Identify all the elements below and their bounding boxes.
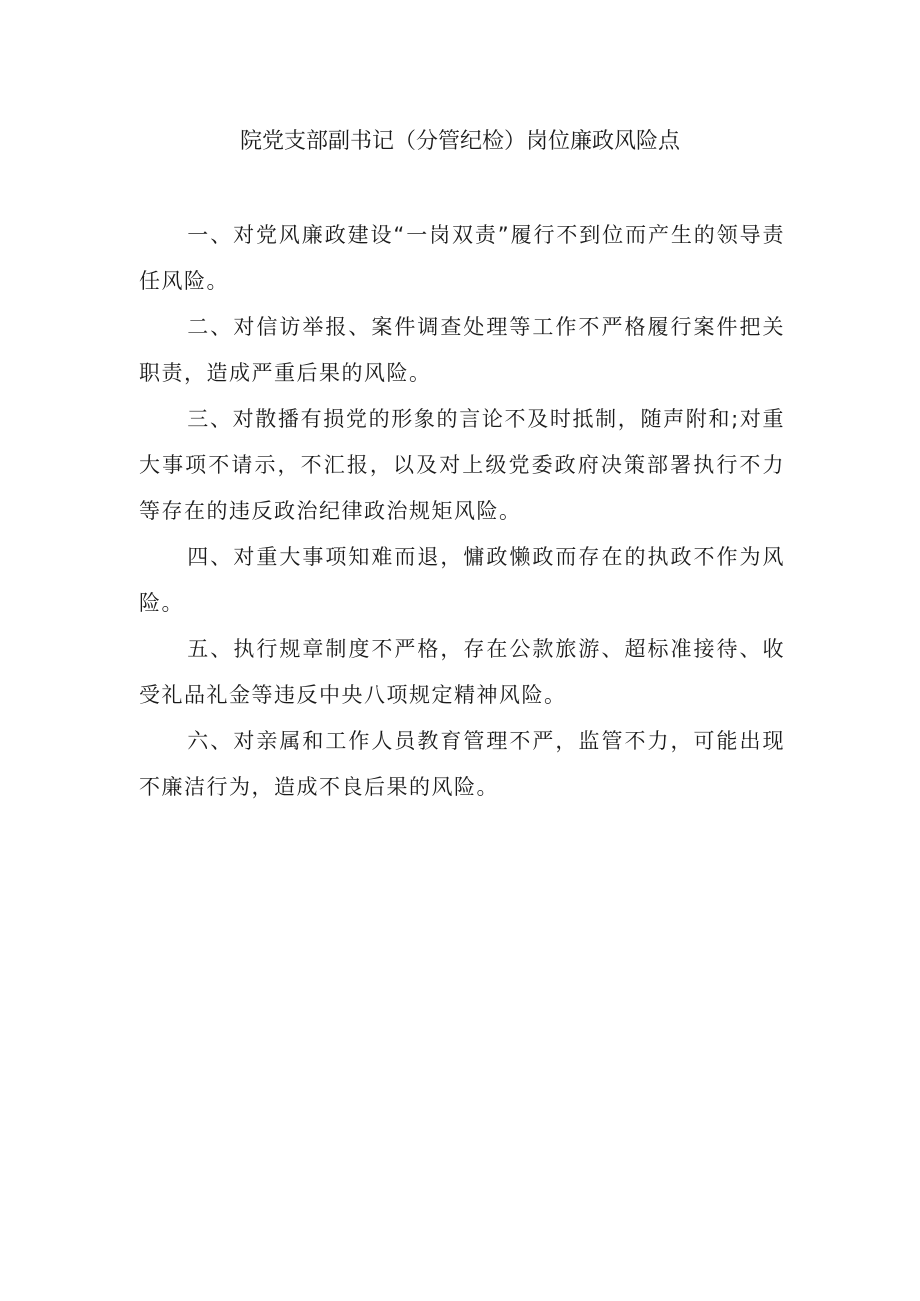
risk-point-paragraph: 一、对党风廉政建设“一岗双责”履行不到位而产生的领导责任风险。 — [139, 223, 785, 293]
document-body — [139, 212, 785, 810]
document-title: 院党支部副书记（分管纪检）岗位廉政风险点 — [239, 129, 680, 154]
risk-point-paragraph: 二、对信访举报、案件调查处理等工作不严格履行案件把关职责，造成严重后果的风险。 — [139, 315, 785, 385]
risk-point-paragraph: 六、对亲属和工作人员教育管理不严，监管不力，可能出现不廉洁行为，造成不良后果的风险。 — [139, 729, 785, 799]
risk-point-paragraph: 五、执行规章制度不严格，存在公款旅游、超标准接待、收受礼品礼金等违反中央八项规定精神风险。 — [139, 637, 785, 707]
risk-point-paragraph: 三、对散播有损党的形象的言论不及时抵制，随声附和;对重大事项不请示，不汇报，以及对上级党委政府决策部署执行不力等存在的违反政治纪律政治规矩风险。 — [139, 407, 785, 523]
risk-point-paragraph: 四、对重大事项知难而退，慵政懒政而存在的执政不作为风险。 — [139, 545, 785, 615]
